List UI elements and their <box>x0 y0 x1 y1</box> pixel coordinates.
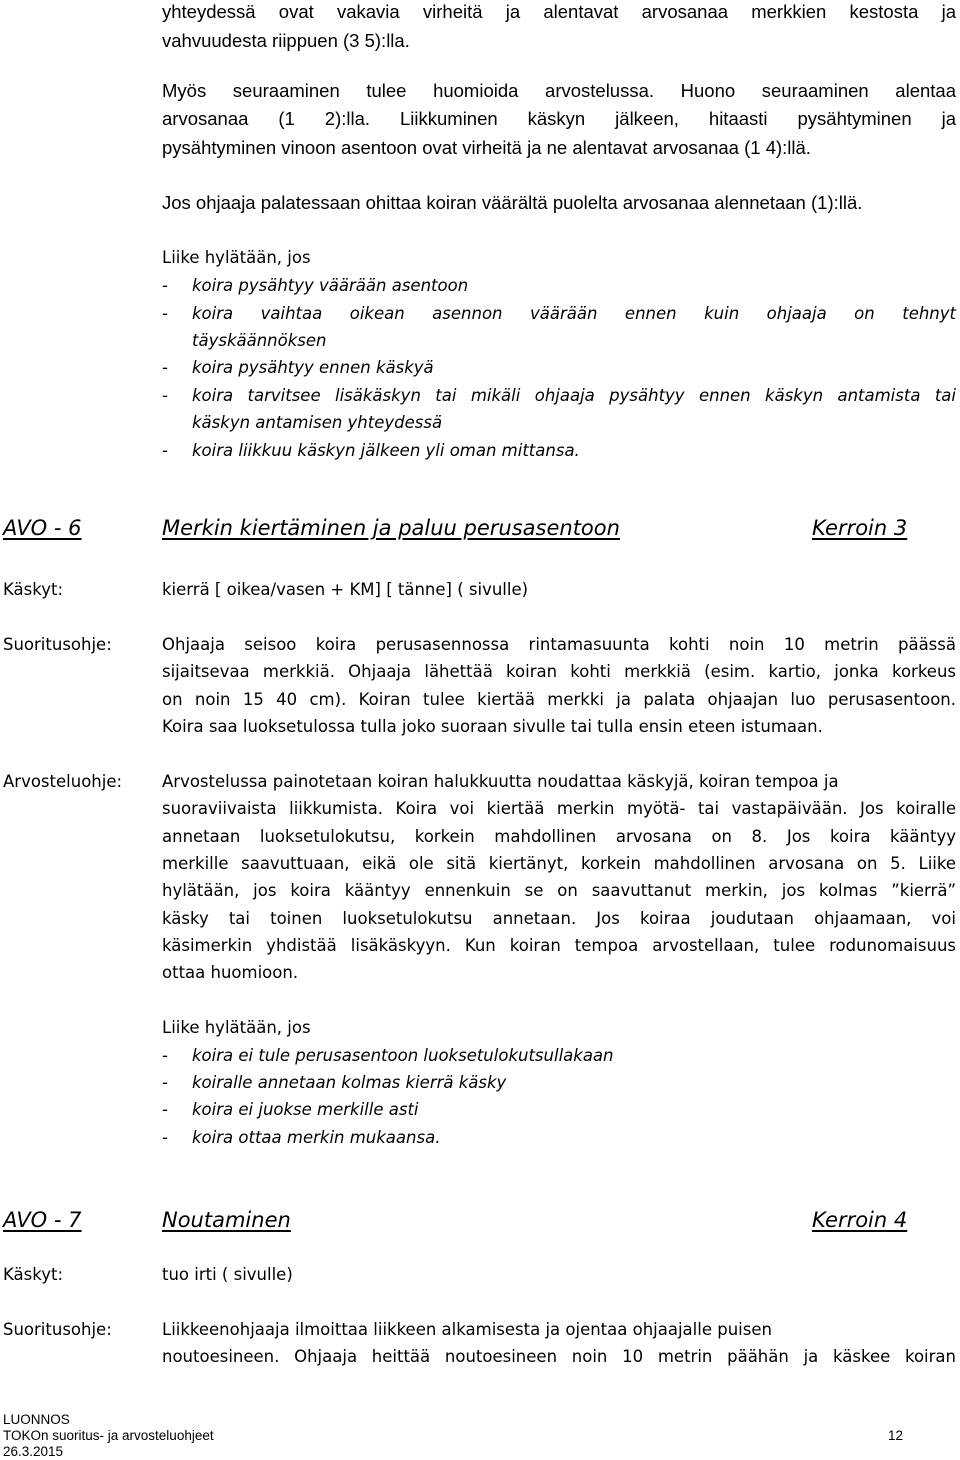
avo7-commands: tuo irti ( sivulle) <box>162 1265 293 1284</box>
intro-p2-line-2: arvosanaa (1 2):lla. Liikkuminen käskyn jälkeen, hitaasti pysähtyminen ja <box>162 108 956 129</box>
intro-p2-line-1: Myös seuraaminen tulee huomioida arvostelussa. Huono seuraaminen alentaa <box>162 80 956 101</box>
avo7-instructions-line-1: Liikkeenohjaaja ilmoittaa liikkeen alkamisesta ja ojentaa ohjaajalle puisen <box>162 1320 772 1339</box>
bullet-dash: - <box>162 276 168 295</box>
avo6-code: AVO - 6 <box>3 516 82 540</box>
bullet-dash: - <box>162 386 168 405</box>
avo7-instructions-label: Suoritusohje: <box>3 1320 112 1339</box>
footer-date: 26.3.2015 <box>3 1444 64 1459</box>
intro-reject-item-4-line-2: käskyn antamisen yhteydessä <box>192 413 443 432</box>
page-number: 12 <box>888 1428 904 1443</box>
avo6-grading-label: Arvosteluohje: <box>3 772 123 791</box>
intro-p3: Jos ohjaaja palatessaan ohittaa koiran väärältä puolelta arvosanaa alennetaan (1):llä. <box>162 192 863 213</box>
avo6-reject-title: Liike hylätään, jos <box>162 1018 311 1037</box>
bullet-dash: - <box>162 1100 168 1119</box>
intro-reject-item-5: koira liikkuu käskyn jälkeen yli oman mittansa. <box>192 441 580 460</box>
avo6-instructions-line-3: on noin 15 40 cm). Koiran tulee kiertää merkki ja palata ohjaajan luo perusasentoon. <box>162 690 956 709</box>
avo6-grading-line-1: Arvostelussa painotetaan koiran halukkuutta noudattaa käskyjä, koiran tempoa ja <box>162 772 839 791</box>
intro-reject-item-2-line-1: koira vaihtaa oikean asennon väärään ennen kuin ohjaaja on tehnyt <box>192 304 956 323</box>
avo6-factor: Kerroin 3 <box>812 516 908 540</box>
intro-reject-item-2-line-2: täyskäännöksen <box>192 331 327 350</box>
avo7-commands-label: Käskyt: <box>3 1265 63 1284</box>
avo6-instructions-line-4: Koira saa luoksetulossa tulla joko suoraan sivulle tai tulla ensin eteen istumaan. <box>162 717 823 736</box>
avo7-code: AVO - 7 <box>3 1208 82 1232</box>
intro-reject-item-3: koira pysähtyy ennen käskyä <box>192 358 434 377</box>
avo6-reject-item-1: koira ei tule perusasentoon luoksetulokutsullakaan <box>192 1046 614 1065</box>
avo6-grading-line-3: annetaan luoksetulokutsu, korkein mahdollinen arvosana on 8. Jos koira kääntyy <box>162 827 956 846</box>
avo7-instructions-line-2: noutoesineen. Ohjaaja heittää noutoesineen noin 10 metrin päähän ja käskee koiran <box>162 1347 956 1366</box>
avo6-grading-line-5: hylätään, jos koira kääntyy ennenkuin se on saavuttanut merkin, jos kolmas ”kierrä” <box>162 881 956 900</box>
footer-doc-title: TOKOn suoritus- ja arvosteluohjeet <box>3 1428 214 1443</box>
avo6-commands: kierrä [ oikea/vasen + KM] [ tänne] ( sivulle) <box>162 580 529 599</box>
intro-reject-title: Liike hylätään, jos <box>162 248 311 267</box>
intro-reject-item-1: koira pysähtyy väärään asentoon <box>192 276 469 295</box>
avo7-factor: Kerroin 4 <box>812 1208 908 1232</box>
avo6-reject-item-2: koiralle annetaan kolmas kierrä käsky <box>192 1073 507 1092</box>
intro-reject-item-4-line-1: koira tarvitsee lisäkäskyn tai mikäli ohjaaja pysähtyy ennen käskyn antamista tai <box>192 386 956 405</box>
bullet-dash: - <box>162 1128 168 1147</box>
avo6-title: Merkin kiertäminen ja paluu perusasentoon <box>162 516 620 540</box>
avo6-reject-item-4: koira ottaa merkin mukaansa. <box>192 1128 441 1147</box>
avo6-grading-line-4: merkille saavuttuaan, eikä ole sitä kiertänyt, korkein mahdollinen arvosana on 5. Liike <box>162 854 956 873</box>
avo7-title: Noutaminen <box>162 1208 291 1232</box>
avo6-grading-line-7: käsimerkin yhdistää lisäkäskyyn. Kun koiran tempoa arvostellaan, tulee rodunomaisuus <box>162 936 956 955</box>
bullet-dash: - <box>162 1073 168 1092</box>
bullet-dash: - <box>162 1046 168 1065</box>
avo6-commands-label: Käskyt: <box>3 580 63 599</box>
footer-org: LUONNOS <box>3 1412 70 1427</box>
avo6-instructions-line-1: Ohjaaja seisoo koira perusasennossa rintamasuunta kohti noin 10 metrin päässä <box>162 635 956 654</box>
avo6-reject-item-3: koira ei juokse merkille asti <box>192 1100 419 1119</box>
bullet-dash: - <box>162 441 168 460</box>
avo6-instructions-label: Suoritusohje: <box>3 635 112 654</box>
bullet-dash: - <box>162 304 168 323</box>
avo6-grading-line-6: käsky tai toinen luoksetulokutsu annetaan. Jos koiraa joudutaan ohjaamaan, voi <box>162 909 956 928</box>
intro-p2-line-3: pysähtyminen vinoon asentoon ovat virheitä ja ne alentavat arvosanaa (1 4):llä. <box>162 137 811 158</box>
avo6-instructions-line-2: sijaitsevaa merkkiä. Ohjaaja lähettää koiran kohti merkkiä (esim. kartio, jonka korkeus <box>162 662 956 681</box>
avo6-grading-line-8: ottaa huomioon. <box>162 963 299 982</box>
bullet-dash: - <box>162 358 168 377</box>
intro-p1-line-1: yhteydessä ovat vakavia virheitä ja alentavat arvosanaa merkkien kestosta ja <box>162 1 956 22</box>
avo6-grading-line-2: suoraviivaista liikkumista. Koira voi kiertää merkin myötä- tai vastapäivään. Jos koiralle <box>162 799 956 818</box>
intro-p1-line-2: vahvuudesta riippuen (3 5):lla. <box>162 30 410 51</box>
